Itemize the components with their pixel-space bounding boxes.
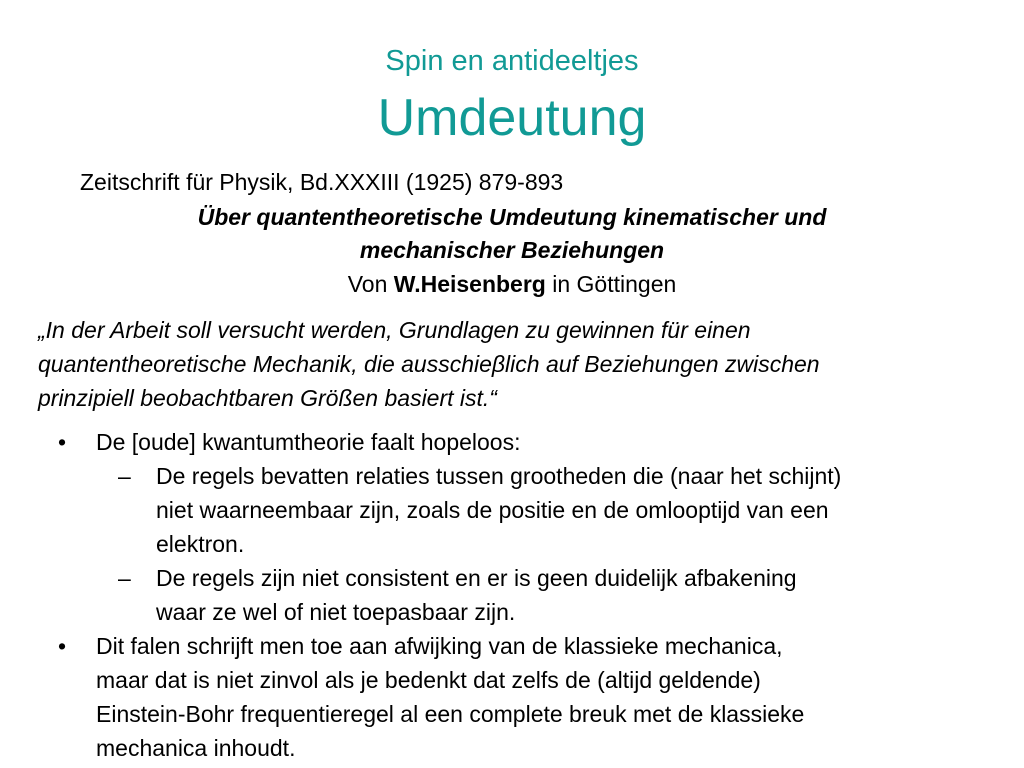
slide-title: Umdeutung (377, 89, 647, 147)
dash-icon: – (118, 565, 131, 591)
author-name: W.Heisenberg (393, 271, 546, 297)
journal-reference: Zeitschrift für Physik, Bd.XXXIII (1925) 879-893 (80, 169, 564, 195)
paper-title-line: Über quantentheoretische Umdeutung kinematischer und (197, 204, 827, 230)
bullet-item (0, 425, 1024, 459)
quote-line: „In der Arbeit soll versucht werden, Grundlagen zu gewinnen für einen (38, 317, 751, 343)
quote-line: quantentheoretische Mechanik, die ausschieβlich auf Beziehungen zwischen (38, 351, 820, 377)
sub-bullet-text-line: De regels bevatten relaties tussen grootheden die (naar het schijnt) (156, 463, 842, 489)
slide-subtitle: Spin en antideeltjes (385, 45, 639, 77)
bullet-text-line: maar dat is niet zinvol als je bedenkt dat zelfs de (altijd geldende) (96, 667, 761, 693)
sub-bullet-text-line: De regels zijn niet consistent en er is geen duidelijk afbakening (156, 565, 797, 591)
bullet-text-line: Einstein-Bohr frequentieregel al een complete breuk met de klassieke (96, 701, 805, 727)
bullet-icon: • (58, 429, 67, 455)
sub-bullet-item (0, 459, 1024, 561)
sub-bullet-item (0, 561, 1024, 629)
bullet-text-line: De [oude] kwantumtheorie faalt hopeloos: (96, 429, 521, 455)
bullet-icon: • (58, 633, 67, 659)
bullet-item (0, 629, 1024, 765)
author-prefix: Von (347, 271, 394, 297)
paper-title (60, 201, 964, 267)
sub-bullet-text-line: waar ze wel of niet toepasbaar zijn. (156, 599, 516, 625)
author-line (0, 270, 1024, 298)
dash-icon: – (118, 463, 131, 489)
sub-bullet-text-line: niet waarneembaar zijn, zoals de positie en de omlooptijd van een (156, 497, 829, 523)
quote-line: prinzipiell beobachtbaren Größen basiert ist.“ (38, 385, 497, 411)
sub-bullet-text-line: elektron. (156, 531, 245, 557)
heisenberg-quote (38, 313, 1018, 415)
bullet-text-line: mechanica inhoudt. (96, 735, 296, 761)
paper-title-line: mechanischer Beziehungen (359, 237, 665, 263)
author-suffix: in Göttingen (545, 271, 677, 297)
bullet-list (0, 425, 1024, 765)
bullet-text-line: Dit falen schrijft men toe aan afwijking van de klassieke mechanica, (96, 633, 783, 659)
